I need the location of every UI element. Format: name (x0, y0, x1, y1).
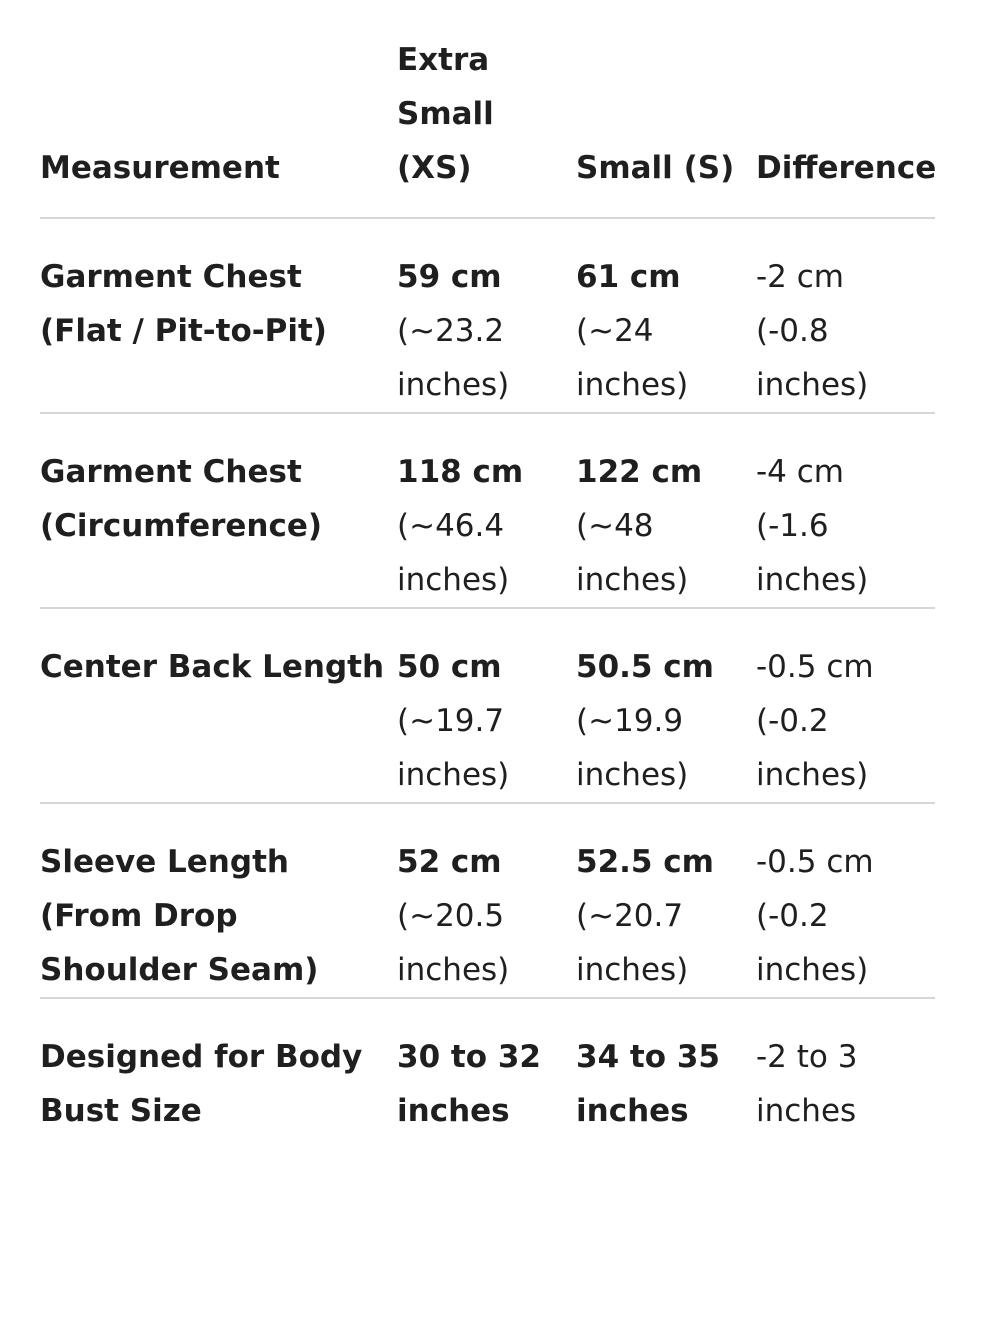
s-inches: (~20.7 inches) (576, 898, 689, 988)
xs-cell (397, 218, 576, 413)
xs-cell (397, 998, 576, 1191)
measurement-cell: Garment Chest (Flat / Pit-to-Pit) (40, 218, 397, 413)
header-difference: Difference (756, 33, 935, 218)
difference-cell: -2 to 3 inches (756, 1039, 858, 1129)
xs-inches: (~46.4 inches) (397, 508, 510, 598)
xs-inches: (~20.5 inches) (397, 898, 510, 988)
s-cell (576, 218, 756, 413)
table-row (40, 608, 935, 803)
measurement-cell: Designed for Body Bust Size (40, 1039, 363, 1129)
header-row (40, 33, 935, 218)
table-row (40, 218, 935, 413)
s-cell (576, 608, 756, 803)
measurement-cell: Garment Chest (Circumference) (40, 413, 397, 608)
xs-value: 50 cm (397, 649, 502, 685)
s-value: 52.5 cm (576, 844, 714, 880)
xs-value: 52 cm (397, 844, 502, 880)
table-row (40, 803, 935, 998)
s-cell (576, 413, 756, 608)
table-body (40, 218, 935, 1191)
header-measurement: Measurement (40, 33, 397, 218)
xs-cell (397, 608, 576, 803)
xs-value: 118 cm (397, 454, 524, 490)
s-inches: (~24 inches) (576, 313, 689, 403)
s-value: 50.5 cm (576, 649, 714, 685)
xs-value: 30 to 32 inches (397, 1039, 541, 1129)
size-comparison-table (40, 33, 935, 1191)
table-header (40, 33, 935, 218)
xs-cell (397, 803, 576, 998)
xs-cell (397, 413, 576, 608)
difference-cell: -0.5 cm (-0.2 inches) (756, 608, 935, 803)
measurement-cell: Sleeve Length (From Drop Shoulder Seam) (40, 803, 397, 998)
s-value: 122 cm (576, 454, 703, 490)
s-cell (576, 998, 756, 1191)
measurement-cell: Center Back Length (40, 608, 397, 803)
s-value: 34 to 35 inches (576, 1039, 720, 1129)
difference-cell: -2 cm (-0.8 inches) (756, 218, 935, 413)
xs-inches: (~19.7 inches) (397, 703, 510, 793)
header-extra-small: Extra Small (XS) (397, 33, 576, 218)
s-cell (576, 803, 756, 998)
xs-value: 59 cm (397, 259, 502, 295)
s-inches: (~19.9 inches) (576, 703, 689, 793)
s-inches: (~48 inches) (576, 508, 689, 598)
difference-cell: -4 cm (-1.6 inches) (756, 413, 935, 608)
header-small: Small (S) (576, 33, 756, 218)
table-row (40, 413, 935, 608)
s-value: 61 cm (576, 259, 681, 295)
difference-cell: -0.5 cm (-0.2 inches) (756, 803, 935, 998)
xs-inches: (~23.2 inches) (397, 313, 510, 403)
table-row (40, 998, 935, 1191)
